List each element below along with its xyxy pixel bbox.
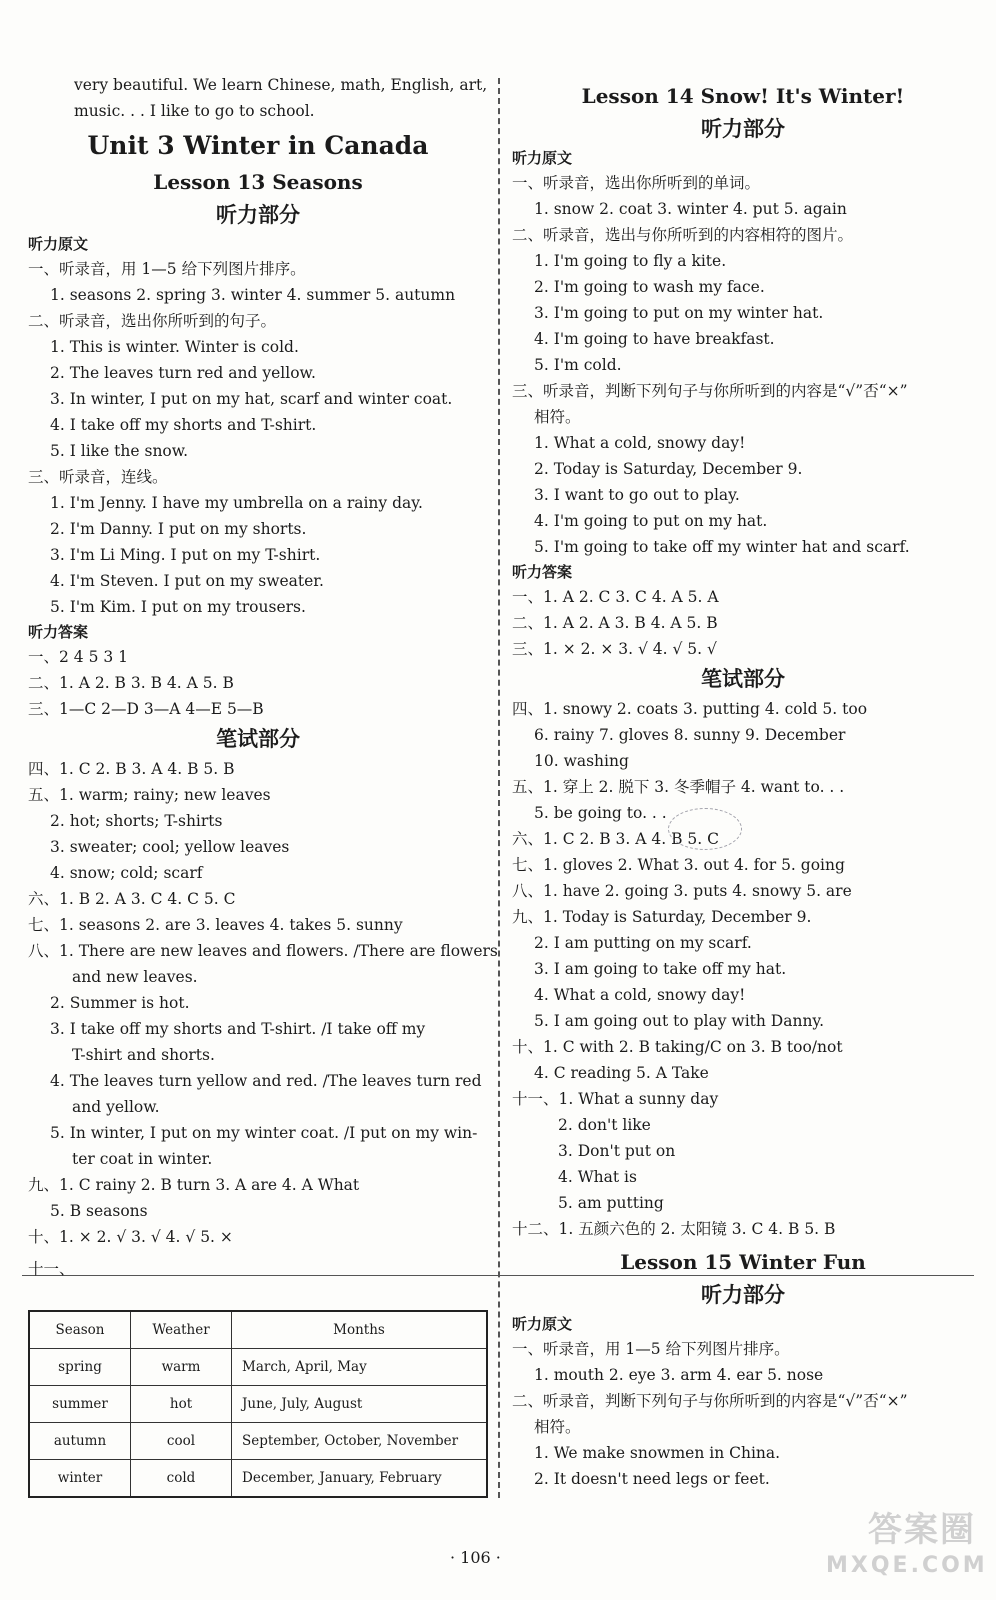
- question-prompt: 二、听录音，选出你所听到的句子。: [28, 312, 277, 330]
- answer-line: 七、1. seasons 2. are 3. leaves 4. takes 5. sunny: [28, 916, 403, 934]
- answer-line: 3. I want to go out to play.: [534, 486, 740, 504]
- answer-line: 1. seasons 2. spring 3. winter 4. summer 5. autumn: [50, 286, 456, 304]
- right-column: [512, 80, 974, 1492]
- answer-line: 3. In winter, I put on my hat, scarf and winter coat.: [50, 390, 453, 408]
- answer-line: 二、1. A 2. A 3. B 4. A 5. B: [512, 614, 718, 632]
- seasons-table-wrap: [28, 1310, 488, 1498]
- answer-line: 4. I take off my shorts and T-shirt.: [50, 416, 317, 434]
- table-row: [29, 1460, 487, 1498]
- answer-line: 四、1. C 2. B 3. A 4. B 5. B: [28, 760, 235, 778]
- answer-line: 5. I am going out to play with Danny.: [534, 1012, 825, 1030]
- answer-line: 一、2 4 5 3 1: [28, 648, 129, 666]
- answer-line: 五、1. warm; rainy; new leaves: [28, 786, 271, 804]
- table-row: [29, 1349, 487, 1386]
- answer-line: 九、1. C rainy 2. B turn 3. A are 4. A What: [28, 1176, 360, 1194]
- table-cell: March, April, May: [232, 1349, 488, 1386]
- column-divider: [498, 78, 500, 1498]
- unit-title: Unit 3 Winter in Canada: [87, 131, 429, 160]
- answer-line: 七、1. gloves 2. What 3. out 4. for 5. going: [512, 856, 845, 874]
- answer-line: 三、1. × 2. × 3. √ 4. √ 5. √: [512, 640, 717, 658]
- answer-line: 四、1. snowy 2. coats 3. putting 4. cold 5. too: [512, 700, 868, 718]
- answer-line: 1. snow 2. coat 3. winter 4. put 5. again: [534, 200, 847, 218]
- answer-line: and yellow.: [72, 1098, 160, 1116]
- answer-line: 三、1—C 2—D 3—A 4—E 5—B: [28, 700, 264, 718]
- table-cell: spring: [29, 1349, 131, 1386]
- answer-line: 八、1. There are new leaves and flowers. /There are flowers: [28, 942, 498, 960]
- answer-line: 1. This is winter. Winter is cold.: [50, 338, 299, 356]
- answer-line: 5. In winter, I put on my winter coat. /I put on my win-: [50, 1124, 478, 1142]
- answer-line: 5. I'm Kim. I put on my trousers.: [50, 598, 306, 616]
- answer-line: 5. I'm cold.: [534, 356, 622, 374]
- question-prompt: 一、听录音，选出你所听到的单词。: [512, 174, 761, 192]
- written-heading: 笔试部分: [216, 726, 300, 751]
- answer-line: 八、1. have 2. going 3. puts 4. snowy 5. are: [512, 882, 852, 900]
- answer-line: 1. I'm going to fly a kite.: [534, 252, 727, 270]
- intro-line: very beautiful. We learn Chinese, math, English, art,: [74, 76, 488, 94]
- answer-line: 二、1. A 2. B 3. B 4. A 5. B: [28, 674, 234, 692]
- question-prompt: 二、听录音，判断下列句子与你所听到的内容是“√”否“×”: [512, 1392, 908, 1410]
- left-column: [28, 72, 498, 1282]
- table-row: [29, 1386, 487, 1423]
- answers-heading: 听力答案: [512, 563, 573, 581]
- table-header-row: [29, 1311, 487, 1349]
- answer-line: 4. I'm going to put on my hat.: [534, 512, 768, 530]
- answer-line: 九、1. Today is Saturday, December 9.: [512, 908, 812, 926]
- table-header: Season: [29, 1311, 131, 1349]
- listening-heading: 听力部分: [701, 1282, 785, 1307]
- question-prompt-cont: 相符。: [534, 1418, 581, 1436]
- answer-line: 3. Don't put on: [558, 1142, 676, 1160]
- answer-line: T-shirt and shorts.: [72, 1046, 215, 1064]
- table-cell: December, January, February: [232, 1460, 488, 1498]
- script-heading: 听力原文: [512, 1315, 573, 1333]
- answer-line: 4. I'm Steven. I put on my sweater.: [50, 572, 324, 590]
- answer-line: 3. I am going to take off my hat.: [534, 960, 787, 978]
- intro-line: music. . . I like to go to school.: [74, 102, 315, 120]
- answer-line: 4. I'm going to have breakfast.: [534, 330, 775, 348]
- question-prompt: 二、听录音，选出与你所听到的内容相符的图片。: [512, 226, 854, 244]
- question-prompt: 三、听录音，判断下列句子与你所听到的内容是“√”否“×”: [512, 382, 908, 400]
- watermark-logo-text: 答案圈: [868, 1510, 976, 1550]
- answer-line: 2. It doesn't need legs or feet.: [534, 1470, 770, 1488]
- site-watermark: [826, 1508, 988, 1588]
- question-prompt: 一、听录音，用 1—5 给下列图片排序。: [512, 1340, 790, 1358]
- question-prompt-cont: 相符。: [534, 408, 581, 426]
- answer-line: 4. snow; cold; scarf: [50, 864, 203, 882]
- question-prompt: 一、听录音，用 1—5 给下列图片排序。: [28, 260, 306, 278]
- answer-line: 2. Today is Saturday, December 9.: [534, 460, 803, 478]
- answer-line: 4. C reading 5. A Take: [534, 1064, 709, 1082]
- answer-line: 六、1. B 2. A 3. C 4. C 5. C: [28, 890, 236, 908]
- answer-line: 3. I take off my shorts and T-shirt. /I take off my: [50, 1020, 426, 1038]
- table-header: Weather: [131, 1311, 232, 1349]
- answer-line: 六、1. C 2. B 3. A 4. B 5. C: [512, 830, 719, 848]
- answers-heading: 听力答案: [28, 623, 89, 641]
- seasons-table: [28, 1310, 488, 1498]
- answer-line: 1. mouth 2. eye 3. arm 4. ear 5. nose: [534, 1366, 824, 1384]
- answer-line: 2. I'm going to wash my face.: [534, 278, 765, 296]
- answer-line: 十一、1. What a sunny day: [512, 1090, 719, 1108]
- table-cell: warm: [131, 1349, 232, 1386]
- answer-line: 一、1. A 2. C 3. C 4. A 5. A: [512, 588, 719, 606]
- answer-line: 5. I like the snow.: [50, 442, 189, 460]
- answer-line: 2. I am putting on my scarf.: [534, 934, 752, 952]
- table-cell: cool: [131, 1423, 232, 1460]
- answer-line: 十二、1. 五颜六色的 2. 太阳镜 3. C 4. B 5. B: [512, 1220, 836, 1238]
- answer-line: 5. B seasons: [50, 1202, 148, 1220]
- table-cell: winter: [29, 1460, 131, 1498]
- answer-line: 3. I'm going to put on my winter hat.: [534, 304, 824, 322]
- answer-line: 十、1. C with 2. B taking/C on 3. B too/not: [512, 1038, 843, 1056]
- question-prompt: 三、听录音，连线。: [28, 468, 168, 486]
- answer-line: 5. be going to. . .: [534, 804, 667, 822]
- answer-line: 1. I'm Jenny. I have my umbrella on a rainy day.: [50, 494, 423, 512]
- answer-line: 5. am putting: [558, 1194, 664, 1212]
- table-header: Months: [232, 1311, 488, 1349]
- answer-line: 4. What a cold, snowy day!: [534, 986, 746, 1004]
- answer-line: 2. Summer is hot.: [50, 994, 190, 1012]
- table-cell: autumn: [29, 1423, 131, 1460]
- answer-line: ter coat in winter.: [72, 1150, 213, 1168]
- lesson-14-title: Lesson 14 Snow! It's Winter!: [581, 84, 905, 108]
- lesson-15-title: Lesson 15 Winter Fun: [620, 1250, 866, 1274]
- watermark-domain: MXQE.COM: [826, 1553, 988, 1578]
- answer-line: 十、1. × 2. √ 3. √ 4. √ 5. ×: [28, 1228, 233, 1246]
- answer-line: 2. The leaves turn red and yellow.: [50, 364, 316, 382]
- table-row: [29, 1423, 487, 1460]
- answer-line: 4. What is: [558, 1168, 637, 1186]
- table-cell: September, October, November: [232, 1423, 488, 1460]
- answer-line: 五、1. 穿上 2. 脱下 3. 冬季帽子 4. want to. . .: [512, 778, 845, 796]
- answer-line: 6. rainy 7. gloves 8. sunny 9. December: [534, 726, 846, 744]
- answer-line: 2. I'm Danny. I put on my shorts.: [50, 520, 307, 538]
- script-heading: 听力原文: [512, 149, 573, 167]
- answer-line: and new leaves.: [72, 968, 198, 986]
- table-cell: hot: [131, 1386, 232, 1423]
- written-heading: 笔试部分: [701, 666, 785, 691]
- listening-heading: 听力部分: [216, 202, 300, 227]
- listening-heading: 听力部分: [701, 116, 785, 141]
- question-label: 十一、: [28, 1260, 75, 1278]
- ink-stamp: [668, 808, 742, 850]
- answer-line: 10. washing: [534, 752, 629, 770]
- answer-line: 5. I'm going to take off my winter hat and scarf.: [534, 538, 910, 556]
- lesson-13-title: Lesson 13 Seasons: [153, 170, 363, 194]
- answer-line: 2. don't like: [558, 1116, 651, 1134]
- answer-line: 1. We make snowmen in China.: [534, 1444, 781, 1462]
- table-cell: June, July, August: [232, 1386, 488, 1423]
- answer-line: 1. What a cold, snowy day!: [534, 434, 746, 452]
- table-cell: summer: [29, 1386, 131, 1423]
- page-number: · 106 ·: [450, 1548, 501, 1567]
- table-cell: cold: [131, 1460, 232, 1498]
- script-heading: 听力原文: [28, 235, 89, 253]
- answer-line: 2. hot; shorts; T-shirts: [50, 812, 223, 830]
- answer-line: 3. sweater; cool; yellow leaves: [50, 838, 290, 856]
- answer-line: 4. The leaves turn yellow and red. /The leaves turn red: [50, 1072, 482, 1090]
- answer-line: 3. I'm Li Ming. I put on my T-shirt.: [50, 546, 321, 564]
